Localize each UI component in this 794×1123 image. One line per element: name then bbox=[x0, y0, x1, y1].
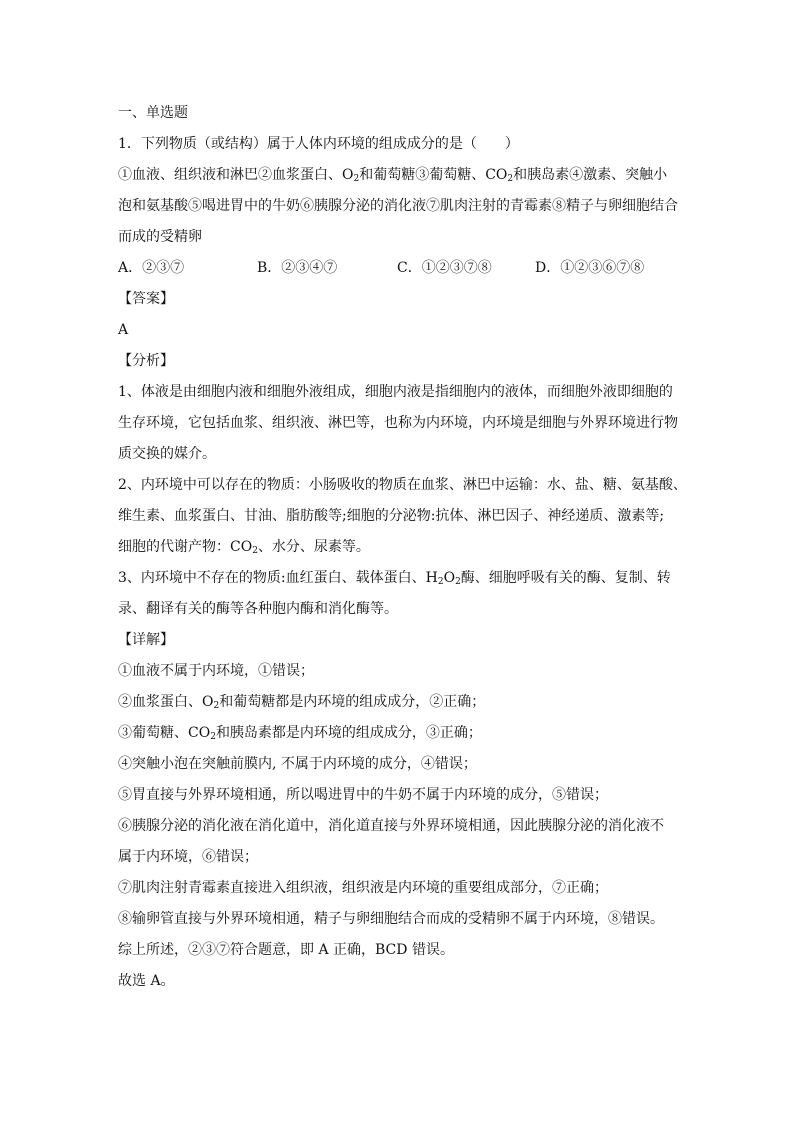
question-items-line-2: 泡和氨基酸⑤喝进胃中的牛奶⑥胰腺分泌的消化液⑦肌肉注射的青霉素⑧精子与卵细胞结合 bbox=[118, 198, 678, 214]
detail-item-3 bbox=[118, 718, 688, 749]
answer-value: A bbox=[118, 322, 129, 338]
detail-summary: 综上所述，②③⑦符合题意，即 A 正确，BCD 错误。 bbox=[118, 942, 454, 958]
detail-item-4: ④突触小泡在突触前膜内, 不属于内环境的成分，④错误； bbox=[118, 756, 477, 772]
analysis-p3-line-2: 录、翻译有关的酶等各种胞内酶和消化酶等。 bbox=[118, 601, 398, 617]
analysis-p2-line-1: 2、内环境中可以存在的物质：小肠吸收的物质在血浆、淋巴中运输：水、盐、糖、氨基酸、 bbox=[118, 477, 687, 493]
analysis-p1-line-1: 1、体液是由细胞内液和细胞外液组成，细胞内液是指细胞内的液体，而细胞外液即细胞的 bbox=[118, 384, 673, 400]
detail-item-5: ⑤胃直接与外界环境相通，所以喝进胃中的牛奶不属于内环境的成分，⑤错误； bbox=[118, 787, 608, 803]
p3-l1-a: 3、内环境中不存在的物质:血红蛋白、载体蛋白、H bbox=[118, 570, 438, 586]
d2-b: 和葡萄糖都是内环境的组成成分，②正确； bbox=[219, 694, 486, 710]
detail-item-7: ⑦肌肉注射青霉素直接进入组织液，组织液是内环境的重要组成部分，⑦正确； bbox=[118, 880, 608, 896]
detail-item-8: ⑧输卵管直接与外界环境相通，精子与卵细胞结合而成的受精卵不属于内环境，⑧错误。 bbox=[118, 911, 664, 927]
question-stem: 1．下列物质（或结构）属于人体内环境的组成成分的是（ ） bbox=[118, 136, 519, 152]
option-b: B．②③④⑦ bbox=[257, 260, 338, 276]
subscript: 2 bbox=[252, 546, 258, 556]
p2-l3-a: 细胞的代谢产物：CO bbox=[118, 539, 253, 555]
items-text-1b: 和葡萄糖③葡萄糖、CO bbox=[359, 167, 508, 183]
subscript: 2 bbox=[353, 174, 360, 184]
option-c: C．①②③⑦⑧ bbox=[397, 260, 492, 276]
d3-b: 和胰岛素都是内环境的组成成分，③正确； bbox=[215, 725, 482, 741]
subscript: 2 bbox=[213, 701, 220, 711]
subscript: 2 bbox=[437, 577, 444, 587]
subscript: 2 bbox=[455, 577, 461, 587]
document-page bbox=[118, 98, 688, 997]
detail-item-6-line-2: 属于内环境，⑥错误； bbox=[118, 849, 258, 865]
question-items-line-3: 而成的受精卵 bbox=[118, 229, 202, 245]
analysis-p2-line-2: 维生素、血浆蛋白、甘油、脂肪酸等;细胞的分泌物:抗体、淋巴因子、神经递质、激素等; bbox=[118, 508, 665, 524]
analysis-p1-line-3: 质交换的媒介。 bbox=[118, 446, 216, 462]
option-a: A．②③⑦ bbox=[118, 260, 185, 276]
detail-item-6-line-1: ⑥胰腺分泌的消化液在消化道中，消化道直接与外界环境相通，因此胰腺分泌的消化液不 bbox=[118, 818, 664, 834]
analysis-p3-line-1 bbox=[118, 563, 688, 594]
d3-a: ③葡萄糖、CO bbox=[118, 725, 211, 741]
option-d: D．①②③⑥⑦⑧ bbox=[535, 260, 645, 276]
analysis-p1-line-2: 生存环境，它包括血浆、组织液、淋巴等，也称为内环境，内环境是细胞与外界环境进行物 bbox=[118, 415, 678, 431]
subscript: 2 bbox=[507, 174, 514, 184]
p2-l3-b: 、水分、尿素等。 bbox=[257, 539, 370, 555]
p3-l1-b: O bbox=[443, 570, 456, 586]
items-text-1c: 和胰岛素④激素、突触小 bbox=[513, 167, 668, 183]
d2-a: ②血浆蛋白、O bbox=[118, 694, 214, 710]
detail-item-2 bbox=[118, 687, 688, 718]
question-items-line-1 bbox=[118, 160, 688, 191]
analysis-heading: 【分析】 bbox=[118, 353, 174, 369]
detail-item-1: ①血液不属于内环境，①错误； bbox=[118, 663, 314, 679]
detail-conclusion: 故选 A。 bbox=[118, 973, 175, 989]
answer-heading: 【答案】 bbox=[118, 291, 174, 307]
detail-heading: 【详解】 bbox=[118, 632, 174, 648]
section-title: 一、单选题 bbox=[118, 105, 188, 121]
analysis-p2-line-3 bbox=[118, 532, 688, 563]
items-text-1a: ①血液、组织液和淋巴②血浆蛋白、O bbox=[118, 167, 354, 183]
p3-l1-c: 酶、细胞呼吸有关的酶、复制、转 bbox=[460, 570, 671, 586]
answer-options bbox=[118, 253, 688, 284]
subscript: 2 bbox=[210, 732, 216, 742]
